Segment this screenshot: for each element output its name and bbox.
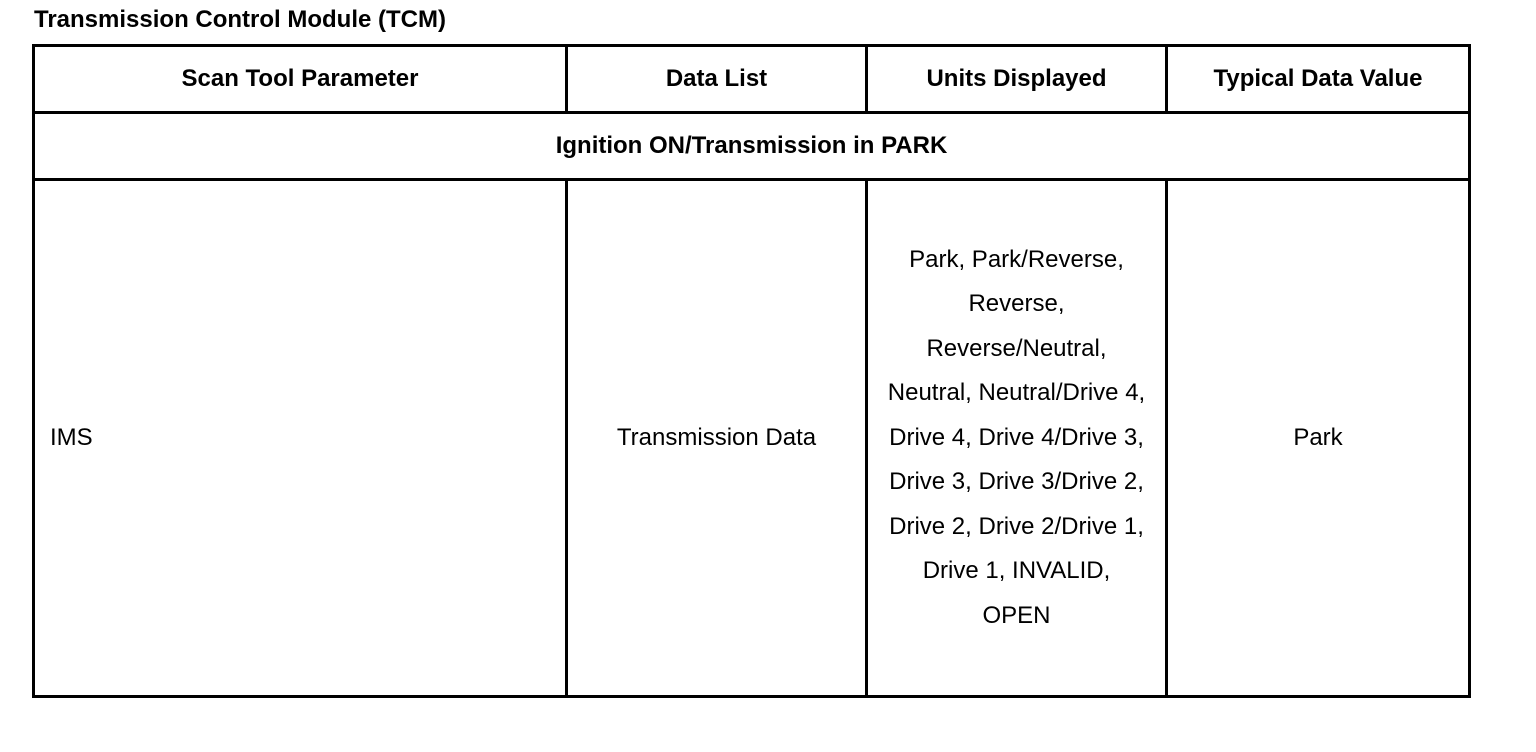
- header-data-list: Data List: [567, 46, 867, 113]
- document-title: Transmission Control Module (TCM): [34, 6, 446, 33]
- section-label: Ignition ON/Transmission in PARK: [34, 113, 1470, 180]
- scan-tool-data-table: [32, 44, 1471, 698]
- table-row: [34, 180, 1470, 697]
- header-scan-tool-parameter: Scan Tool Parameter: [34, 46, 567, 113]
- section-row: [34, 113, 1470, 180]
- cell-data-list: Transmission Data: [567, 180, 867, 697]
- header-units-displayed: Units Displayed: [867, 46, 1167, 113]
- cell-parameter: IMS: [34, 180, 567, 697]
- table-header-row: [34, 46, 1470, 113]
- cell-units-displayed: Park, Park/Reverse, Reverse, Reverse/Neutral, Neutral, Neutral/Drive 4, Drive 4, Drive 4/Drive 3, Drive 3, Drive 3/Drive 2, Drive 2, Drive 2/Drive 1, Drive 1, INVALID, OPEN: [867, 180, 1167, 697]
- cell-typical-value: Park: [1167, 180, 1470, 697]
- header-typical-data-value: Typical Data Value: [1167, 46, 1470, 113]
